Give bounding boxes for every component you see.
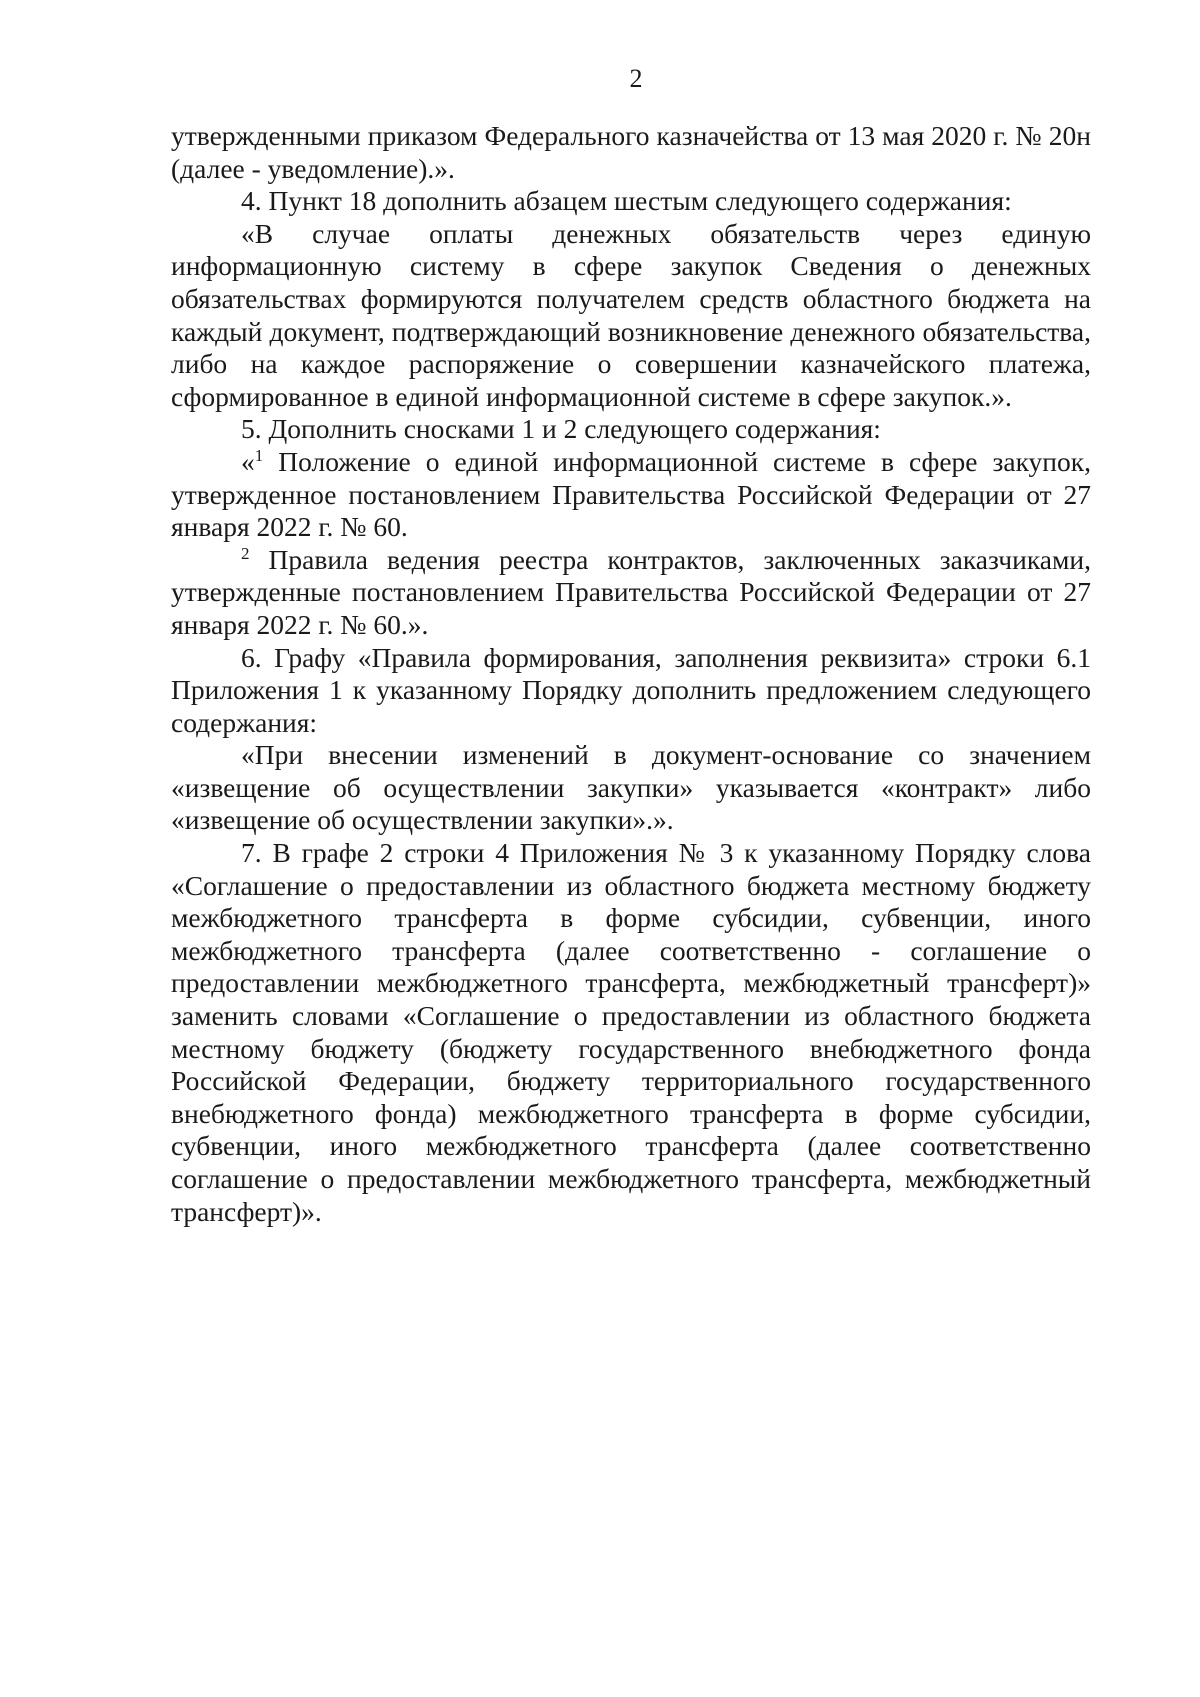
paragraph-item-4-quote: «В случае оплаты денежных обязательств через единую информационную систему в сфере закупок Сведения о денежных обязательствах формируются получателем средств областного бюджета на каждый документ, подтверждающий возникновение денежного обязательства, либо на каждое распоряжение о совершении казначейского платежа, сформированное в единой информационной системе в сфере закупок.». xyxy=(171,217,1091,412)
paragraph-item-6: 6. Графу «Правила формирования, заполнения реквизита» строки 6.1 Приложения 1 к указанному Порядку дополнить предложением следующего содержания: xyxy=(171,641,1091,738)
paragraph-item-4: 4. Пункт 18 дополнить абзацем шестым следующего содержания: xyxy=(241,185,1012,217)
footnote-1-paragraph xyxy=(171,446,1091,544)
document-body xyxy=(171,120,1091,1228)
footnote-2-text: Правила ведения реестра контрактов, заключенных заказчиками, утвержденные постановлением Правительства Российской Федерации от 27 января 2022 г. № 60.». xyxy=(171,543,1091,640)
footnote-2-marker: 2 xyxy=(241,543,250,563)
footnote-1-marker: 1 xyxy=(254,445,264,465)
footnote-1-text: Положение о единой информационной системе в сфере закупок, утвержденное постановлением Правительства Российской Федерации от 27 января 2022 г. № 60. xyxy=(171,445,1091,543)
paragraph-item-5: 5. Дополнить сносками 1 и 2 следующего содержания: xyxy=(241,413,881,445)
page-number: 2 xyxy=(629,64,643,93)
paragraph-item-7: 7. В графе 2 строки 4 Приложения № 3 к указанному Порядку слова «Соглашение о предоставлении из областного бюджета местному бюджету межбюджетного трансферта в форме субсидии, субвенции, иного межбюджетного трансферта (далее соответственно - соглашение о предоставлении межбюджетного трансферта, межбюджетный трансферт)» заменить словами «Соглашение о предоставлении из областного бюджета местному бюджету (бюджету государственного внебюджетного фонда Российской Федерации, бюджету территориального государственного внебюджетного фонда) межбюджетного трансферта в форме субсидии, субвенции, иного межбюджетного трансферта (далее соответственно соглашение о предоставлении межбюджетного трансферта, межбюджетный трансферт)». xyxy=(171,837,1091,1227)
quote-open: « xyxy=(241,445,255,477)
paragraph-continuation: утвержденными приказом Федерального казначейства от 13 мая 2020 г. № 20н (далее - уведомление).». xyxy=(171,120,1091,184)
footnote-2-paragraph xyxy=(171,544,1091,642)
paragraph-item-6-quote: «При внесении изменений в документ-основание со значением «извещение об осуществлении закупки» указывается «контракт» либо «извещение об осуществлении закупки».». xyxy=(171,739,1091,836)
